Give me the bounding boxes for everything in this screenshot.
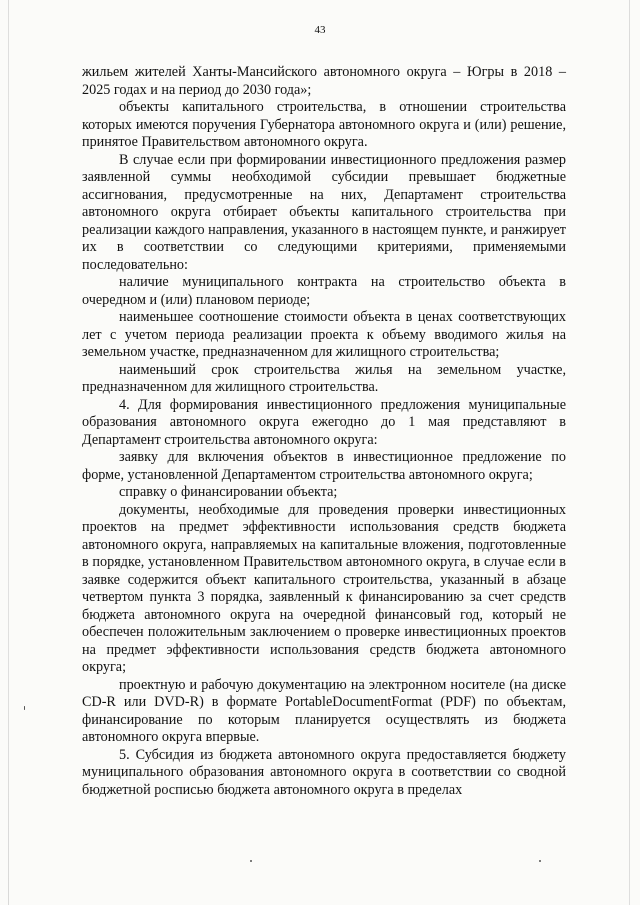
paragraph: 4. Для формирования инвестиционного предложения муниципальные образования автономного округа ежегодно до 1 мая представляют в Департамент строительства автономного округа: [82, 396, 566, 448]
paragraph: наличие муниципального контракта на строительство объекта в очередном и (или) плановом периоде; [82, 274, 566, 308]
paragraph: заявку для включения объектов в инвестиционное предложение по форме, установленной Департаментом строительства автономного округа; [82, 449, 566, 483]
scan-speck [539, 860, 541, 862]
page-number: 43 [314, 24, 326, 36]
paragraph: документы, необходимые для проведения проверки инвестиционных проектов на предмет эффективности использования средств бюджета автономного округа, направляемых на капитальные вложения, подготовленные в порядке, установленном Правительством автономного округа, в случае если в заявке содержится объект капитального строительства, указанный в абзаце четвертом пункта 3 порядка, заявленный к финансированию за счет средств бюджета автономного округа на очередной финансовый год, который не обеспечен положительным заключением о проверке инвестиционных проектов на предмет эффективности использования средств бюджета автономного округа; [82, 501, 566, 675]
paragraph: объекты капитального строительства, в отношении строительства которых имеются поручения Губернатора автономного округа и (или) решение, принятое Правительством автономного округа. [82, 99, 566, 150]
paragraph: наименьшее соотношение стоимости объекта в ценах соответствующих лет с учетом периода реализации проекта к объему вводимого жилья на земельном участке, предназначенном для жилищного строительства; [82, 309, 566, 360]
paragraph: жильем жителей Ханты-Мансийского автономного округа – Югры в 2018 – 2025 годах и на период до 2030 года»; [82, 64, 566, 98]
scan-edge-left [8, 0, 9, 905]
scan-speck [250, 860, 252, 862]
paragraph: справку о финансировании объекта; [119, 484, 338, 500]
paragraph: 5. Субсидия из бюджета автономного округа предоставляется бюджету муниципального образования автономного округа в соответствии со сводной бюджетной росписью бюджета автономного округа в пределах [82, 746, 566, 798]
body-text [82, 64, 566, 799]
paragraph: наименьший срок строительства жилья на земельном участке, предназначенном для жилищного строительства. [82, 361, 566, 395]
paragraph: проектную и рабочую документацию на электронном носителе (на диске CD-R или DVD-R) в формате PortableDocumentFormat (PDF) по объектам, финансирование по которым планируется осуществлять из бюджета автономного округа впервые. [82, 676, 566, 745]
paragraph: В случае если при формировании инвестиционного предложения размер заявленной суммы необходимой субсидии превышает бюджетные ассигнования, предусмотренные на них, Департамент строительства автономного округа отбирает объекты капитального строительства при реализации каждого направления, указанного в настоящем пункте, и ранжирует их в соответствии со следующими критериями, применяемыми последовательно: [82, 151, 566, 273]
scan-edge-right [629, 0, 630, 905]
scan-speck [24, 706, 25, 710]
